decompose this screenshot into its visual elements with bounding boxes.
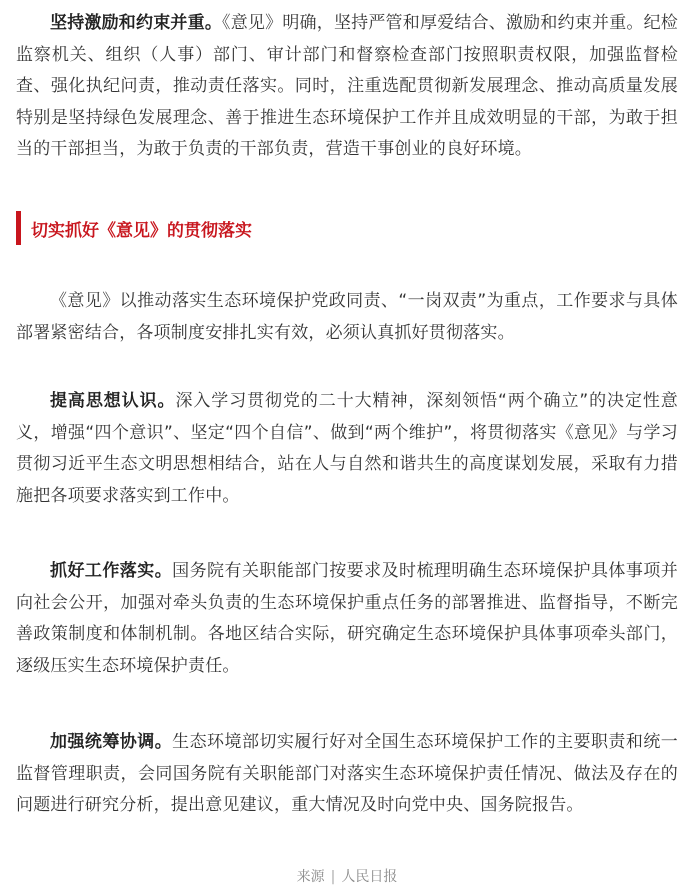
source-label: 来源 [296,869,325,885]
source-footer [0,866,694,886]
source-name: 人民日报 [341,869,398,885]
paragraph-text: 深入学习贯彻党的二十大精神，深刻领悟“两个确立”的决定性意义，增强“四个意识”、坚定“四个自信”、做到“两个维护”，将贯彻落实《意见》与学习贯彻习近平生态文明思想相结合，站在人与自然和谐共生的高度谋划发展，采取有力措施把各项要求落实到工作中。 [16,391,678,506]
paragraph-text: 《意见》明确，坚持严管和厚爱结合、激励和约束并重。纪检监察机关、组织（人事）部门、审计部门和督察检查部门按照职责权限，加强监督检查、强化执纪问责，推动责任落实。同时，注重选配贯彻新发展理念、推动高质量发展特别是坚持绿色发展理念、善于推进生态环境保护工作并且成效明显的干部，为敢于担当的干部担当，为敢于负责的干部负责，营造干事创业的良好环境。 [16,13,678,159]
section-accent-bar [16,211,21,245]
paragraph-text: 《意见》以推动落实生态环境保护党政同责、“一岗双责”为重点，工作要求与具体部署紧密结合，各项制度安排扎实有效，必须认真抓好贯彻落实。 [16,291,678,343]
source-separator: | [330,869,336,885]
paragraph-heading: 加强统筹协调。 [50,732,173,752]
paragraph-heading: 提高思想认识。 [50,391,176,411]
paragraph-incentive-constraint [16,8,678,166]
paragraph-text: 国务院有关职能部门按要求及时梳理明确生态环境保护具体事项并向社会公开，加强对牵头负责的生态环境保护重点任务的部署推进、监督指导，不断完善政策制度和体制机制。各地区结合实际，研究确定生态环境保护具体事项牵头部门，逐级压实生态环境保护责任。 [16,561,678,676]
section-heading [16,211,252,245]
paragraph-ideology [16,386,678,512]
paragraph-heading: 抓好工作落实。 [50,561,173,581]
paragraph-heading: 坚持激励和约束并重。 [50,13,223,33]
paragraph-text: 生态环境部切实履行好对全国生态环境保护工作的主要职责和统一监督管理职责，会同国务院有关职能部门对落实生态环境保护责任情况、做法及存在的问题进行研究分析，提出意见建议，重大情况及时向党中央、国务院报告。 [16,732,678,815]
paragraph-intro [16,286,678,349]
section-title: 切实抓好《意见》的贯彻落实 [31,220,252,241]
paragraph-coordination [16,727,678,822]
paragraph-implementation [16,556,678,682]
